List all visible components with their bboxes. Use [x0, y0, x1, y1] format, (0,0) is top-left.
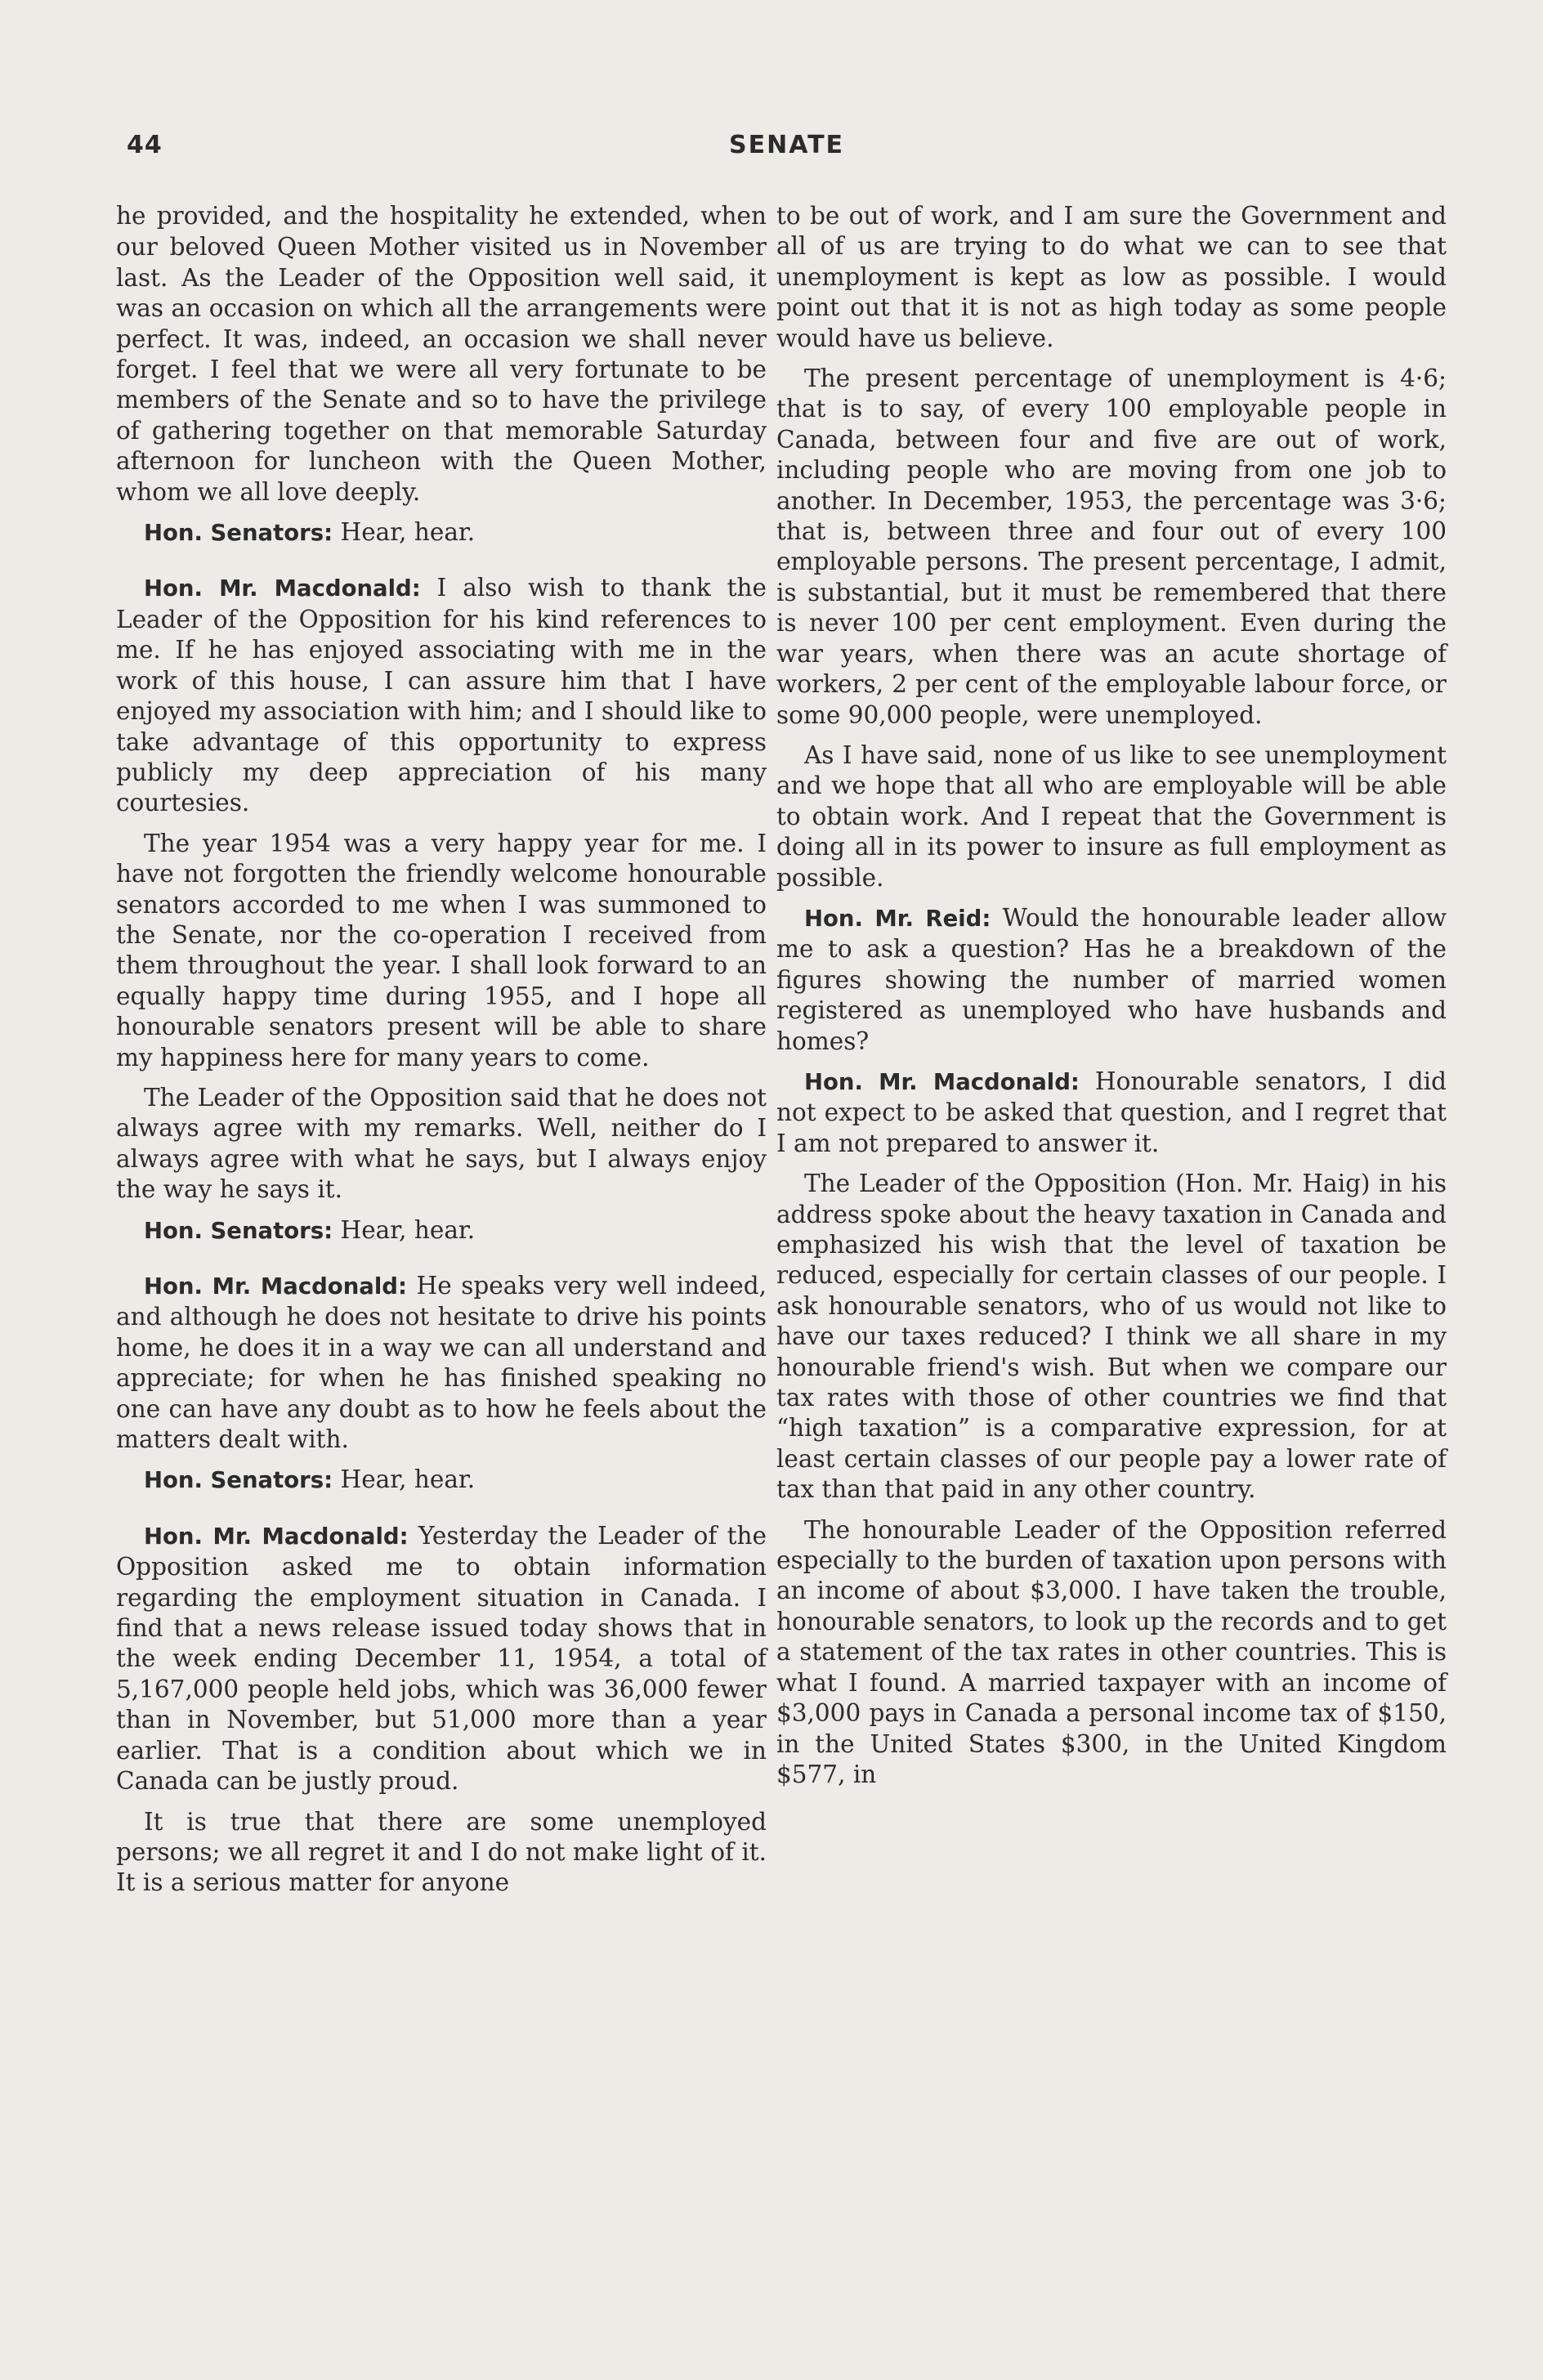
- right-column: [776, 201, 1447, 1800]
- paragraph-text: to be out of work, and I am sure the Government and all of us are trying to do what we can to see that unemployment is kept as low as possible. I would point out that it is not as high today as some people would have us believe.: [776, 202, 1447, 352]
- paragraph: [776, 903, 1447, 1057]
- paragraph: [776, 201, 1447, 354]
- paragraph-text: Hear, hear.: [340, 1215, 476, 1244]
- paragraph-text: Yesterday the Leader of the Opposition asked me to obtain information regarding the employment situation in Canada. I find that a news release issued today shows that in the week ending December 11, 1954, a total of 5,167,000 people held jobs, which was 36,000 fewer than in November, but 51,000 more than a year earlier. That is a condition about which we in Canada can be justly proud.: [116, 1521, 767, 1796]
- speaker-name: Hon. Senators:: [144, 1217, 333, 1244]
- paragraph-text: Hear, hear.: [340, 1465, 476, 1494]
- paragraph-text: As I have said, none of us like to see unemployment and we hope that all who are employable will be able to obtain work. And I repeat that the Government is doing all in its power to insure as full employment as possible.: [776, 740, 1447, 892]
- paragraph: [776, 364, 1447, 731]
- paragraph-text: The Leader of the Opposition said that he does not always agree with my remarks. Well, neither do I always agree with what he says, but I always enjoy the way he says it.: [116, 1083, 767, 1204]
- paragraph: [116, 1465, 767, 1496]
- paragraph: [776, 1515, 1447, 1791]
- paragraph: [116, 573, 767, 818]
- speaker-name: Hon. Mr. Macdonald:: [804, 1068, 1080, 1095]
- paragraph: [776, 740, 1447, 893]
- paragraph: [116, 517, 767, 548]
- paragraph-text: Honourable senators, I did not expect to be asked that question, and I regret that I am not prepared to answer it.: [776, 1067, 1447, 1157]
- paragraph-text: The Leader of the Opposition (Hon. Mr. Haig) in his address spoke about the heavy taxation in Canada and emphasized his wish that the level of taxation be reduced, especially for certain classes of our people. I ask honourable senators, who of us would not like to have our taxes reduced? I think we all share in my honourable friend's wish. But when we compare our tax rates with those of other countries we find that “high taxation” is a comparative expression, for at least certain classes of our people pay a lower rate of tax than that paid in any other country.: [776, 1170, 1447, 1504]
- paragraph: [116, 1521, 767, 1797]
- speaker-name: Hon. Mr. Reid:: [804, 905, 991, 932]
- paragraph: [116, 1083, 767, 1206]
- paragraph-text: He speaks very well indeed, and although he does not hesitate to drive his points home, he does it in a way we can all understand and appreciate; for when he has finished speaking no one can have any doubt as to how he feels about the matters dealt with.: [116, 1272, 767, 1454]
- speaker-name: Hon. Senators:: [144, 1467, 333, 1494]
- paragraph: [776, 1067, 1447, 1159]
- paragraph-text: he provided, and the hospitality he extended, when our beloved Queen Mother visited us in November last. As the Leader of the Opposition well said, it was an occasion on which all the arrangements were perfect. It was, indeed, an occasion we shall never forget. I feel that we were all very fortunate to be members of the Senate and so to have the privilege of gathering together on that memorable Saturday afternoon for luncheon with the Queen Mother, whom we all love deeply.: [116, 202, 767, 506]
- page-number: 44: [127, 131, 163, 159]
- page-header: [0, 131, 1543, 173]
- paragraph: [116, 201, 767, 508]
- paragraph: [116, 1215, 767, 1246]
- paragraph-text: It is true that there are some unemployed persons; we all regret it and I do not make light of it. It is a serious matter for anyone: [116, 1807, 767, 1897]
- speaker-name: Hon. Mr. Macdonald:: [144, 1273, 407, 1300]
- paragraph-text: Hear, hear.: [340, 518, 476, 547]
- running-head: SENATE: [729, 131, 845, 159]
- paragraph: [116, 829, 767, 1073]
- left-column: [116, 201, 767, 1908]
- speaker-name: Hon. Senators:: [144, 520, 333, 547]
- paragraph-text: The honourable Leader of the Opposition referred especially to the burden of taxation upon persons with an income of about $3,000. I have taken the trouble, honourable senators, to look up the records and to get a statement of the tax rates in other countries. This is what I found. A married taxpayer with an income of $3,000 pays in Canada a personal income tax of $150, in the United States $300, in the United Kingdom $577, in: [776, 1515, 1447, 1788]
- paragraph-text: The year 1954 was a very happy year for me. I have not forgotten the friendly welcome honourable senators accorded to me when I was summoned to the Senate, nor the co-operation I received from them throughout the year. I shall look forward to an equally happy time during 1955, and I hope all honourable senators present will be able to share my happiness here for many years to come.: [116, 829, 767, 1071]
- paragraph-text: The present percentage of unemployment is 4·6; that is to say, of every 100 employable people in Canada, between four and five are out of work, including people who are moving from one job to another. In December, 1953, the percentage was 3·6; that is, between three and four out of every 100 employable persons. The present percentage, I admit, is substantial, but it must be remembered that there is never 100 per cent employment. Even during the war years, when there was an acute shortage of workers, 2 per cent of the employable labour force, or some 90,000 people, were unemployed.: [776, 365, 1447, 729]
- speaker-name: Hon. Mr. Macdonald:: [144, 1523, 409, 1550]
- paragraph: [116, 1807, 767, 1899]
- paragraph-text: I also wish to thank the Leader of the Opposition for his kind references to me. If he has enjoyed associating with me in the work of this house, I can assure him that I have enjoyed my association with him; and I should like to take advantage of this opportunity to express publicly my deep appreciation of his many courtesies.: [116, 574, 767, 817]
- paragraph: [776, 1169, 1447, 1505]
- speaker-name: Hon. Mr. Macdonald:: [144, 575, 421, 602]
- paragraph-text: Would the honourable leader allow me to ask a question? Has he a breakdown of the figures showing the number of married women registered as unemployed who have husbands and homes?: [776, 903, 1447, 1055]
- paragraph: [116, 1271, 767, 1455]
